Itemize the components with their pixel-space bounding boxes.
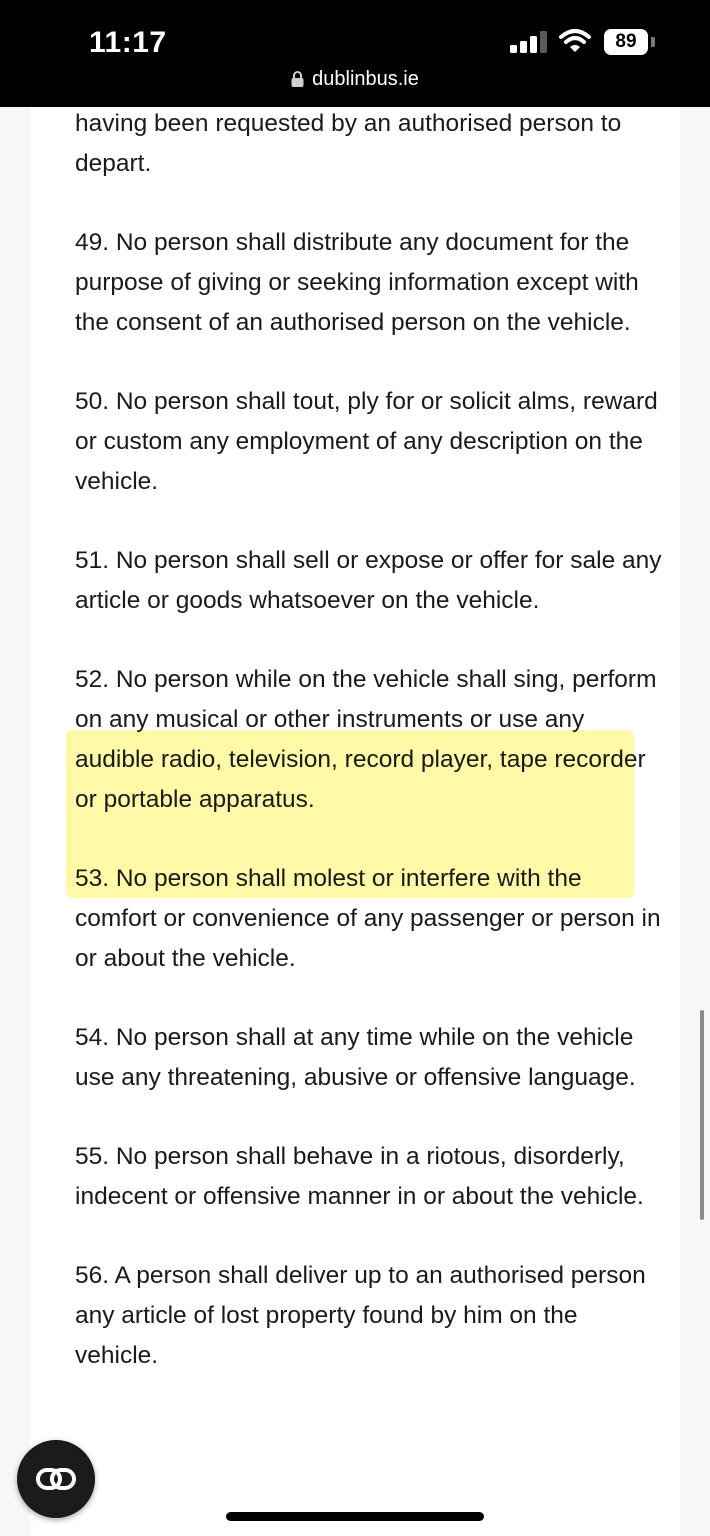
- regulation-56: 56. A person shall deliver up to an authorised person any article of lost property found by him on the vehicle.: [75, 1262, 646, 1369]
- status-bar: [0, 0, 710, 107]
- regulation-55: 55. No person shall behave in a riotous, disorderly, indecent or offensive manner in or about the vehicle.: [75, 1143, 644, 1210]
- regulation-49: 49. No person shall distribute any document for the purpose of giving or seeking information except with the consent of an authorised person on the vehicle.: [75, 229, 639, 336]
- regulation-54: 54. No person shall at any time while on the vehicle use any threatening, abusive or offensive language.: [75, 1024, 636, 1091]
- regulations-list: [75, 104, 665, 1415]
- url-text: dublinbus.ie: [312, 68, 419, 90]
- battery-icon: [604, 29, 648, 55]
- regulation-53: 53. No person shall molest or interfere with the comfort or convenience of any passenger or person in or about the vehicle.: [75, 865, 661, 972]
- regulation-continuation: having been requested by an authorised person to depart.: [75, 110, 622, 177]
- battery-cap: [651, 37, 655, 47]
- signal-icon: [510, 31, 550, 53]
- link-share-button[interactable]: [17, 1440, 95, 1518]
- address-bar[interactable]: [0, 68, 710, 91]
- regulation-50: 50. No person shall tout, ply for or solicit alms, reward or custom any employment of any description on the vehicle.: [75, 388, 658, 495]
- scrollbar[interactable]: [700, 1010, 704, 1220]
- status-time: 11:17: [89, 26, 167, 59]
- wifi-icon: [559, 28, 591, 54]
- battery-percent: 89: [615, 31, 637, 52]
- lock-icon: [291, 71, 304, 87]
- link-icon: [36, 1465, 76, 1493]
- home-indicator[interactable]: [226, 1512, 484, 1521]
- regulation-52-highlighted: 52. No person while on the vehicle shall sing, perform on any musical or other instruments or use any audible radio, television, record player, tape recorder or portable apparatus.: [75, 666, 657, 813]
- regulation-51: 51. No person shall sell or expose or offer for sale any article or goods whatsoever on the vehicle.: [75, 547, 662, 614]
